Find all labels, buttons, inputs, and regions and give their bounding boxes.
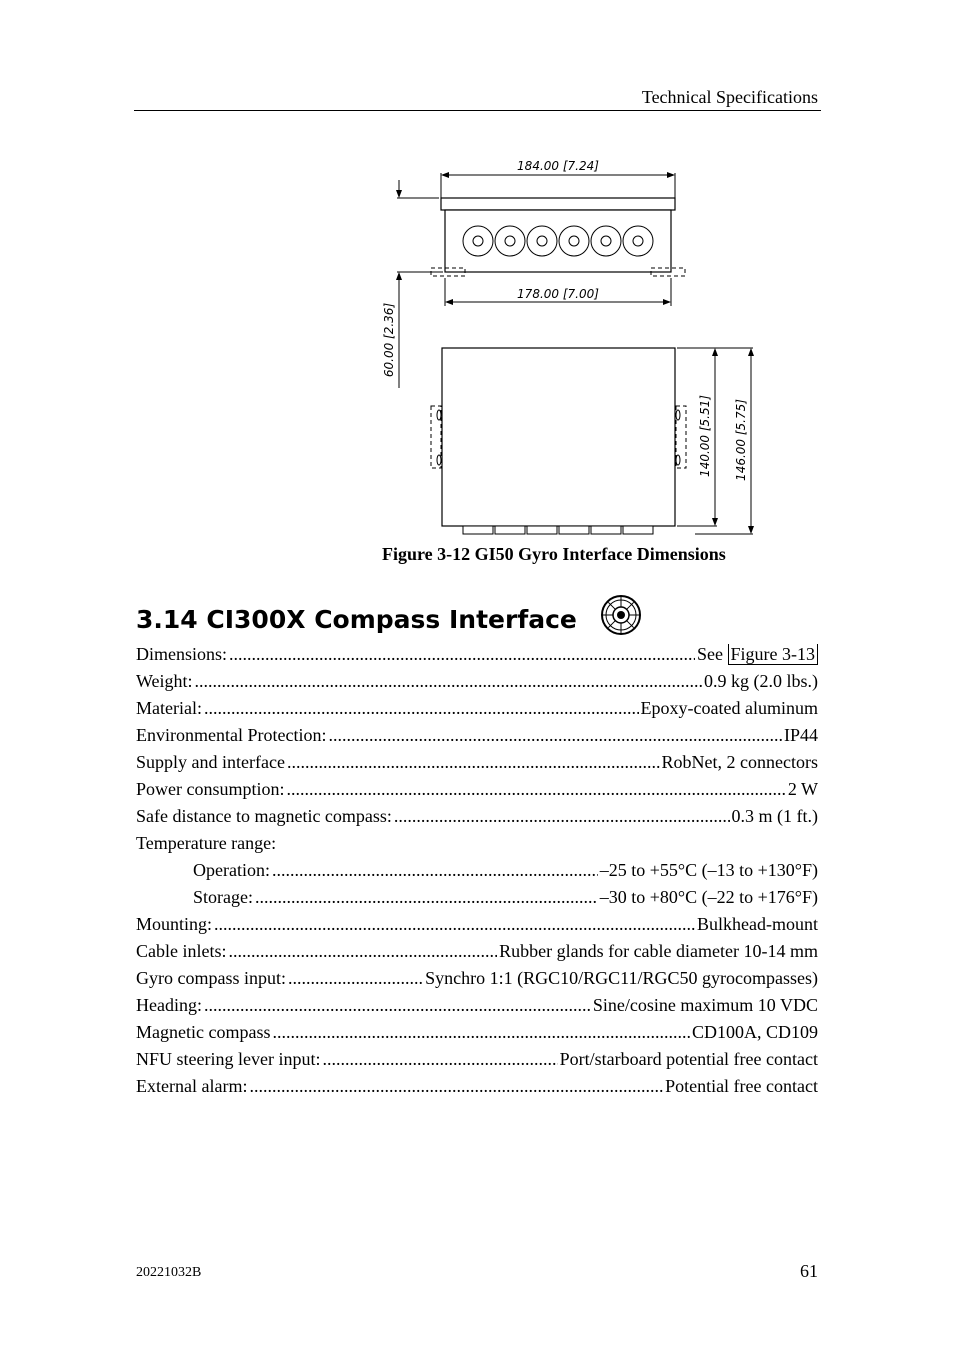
- spec-label: Storage:: [193, 887, 253, 907]
- leader-dots: [287, 752, 660, 773]
- spec-row-environmental-protection: [136, 725, 818, 752]
- spec-label: Gyro compass input:: [136, 968, 286, 988]
- compass-rose-icon: [600, 594, 642, 636]
- spec-row-power-consumption: [136, 779, 818, 806]
- leader-dots: [288, 968, 423, 989]
- spec-label: Material:: [136, 698, 202, 718]
- section-title: 3.14 CI300X Compass Interface: [136, 605, 577, 634]
- leader-dots: [204, 995, 591, 1016]
- leader-dots: [272, 860, 598, 881]
- spec-row-cable-inlets: [136, 941, 818, 968]
- dim-top-width-label: 184.00 [7.24]: [517, 159, 599, 173]
- spec-value: –30 to +80°C (–22 to +176°F): [599, 887, 818, 907]
- spec-value: –25 to +55°C (–13 to +130°F): [599, 860, 818, 880]
- spec-row-gyro-compass-input: [136, 968, 818, 995]
- spec-label: Cable inlets:: [136, 941, 227, 961]
- document-number: 20221032B: [136, 1265, 202, 1280]
- spec-row-safe-distance: [136, 806, 818, 833]
- spec-row-external-alarm: [136, 1076, 818, 1103]
- figure-caption: Figure 3-12 GI50 Gyro Interface Dimensions: [382, 544, 726, 564]
- leader-dots: [249, 1076, 663, 1097]
- spec-row-operation-temp: [136, 860, 818, 887]
- page-number: 61: [800, 1261, 818, 1281]
- spec-label: Magnetic compass: [136, 1022, 271, 1042]
- spec-label: Weight:: [136, 671, 193, 691]
- dim-inner-depth-label: 140.00 [5.51]: [698, 395, 712, 477]
- spec-value: Potential free contact: [665, 1076, 818, 1096]
- spec-label: Dimensions:: [136, 644, 228, 664]
- leader-dots: [229, 644, 695, 665]
- spec-label: Heading:: [136, 995, 202, 1015]
- spec-row-supply-interface: [136, 752, 818, 779]
- leader-dots: [228, 941, 497, 962]
- spec-value: 2 W: [787, 779, 818, 799]
- spec-row-temperature-range: [136, 833, 818, 860]
- leader-dots: [322, 1049, 557, 1070]
- leader-dots: [272, 1022, 690, 1043]
- spec-value: CD100A, CD109: [691, 1022, 818, 1042]
- spec-list: [136, 644, 818, 1103]
- leader-dots: [214, 914, 695, 935]
- spec-value: Sine/cosine maximum 10 VDC: [592, 995, 818, 1015]
- spec-row-material: [136, 698, 818, 725]
- spec-value: 0.9 kg (2.0 lbs.): [704, 671, 818, 691]
- dim-height-label: 60.00 [2.36]: [382, 302, 396, 378]
- spec-value: [697, 644, 818, 665]
- spec-value: Rubber glands for cable diameter 10-14 mm: [499, 941, 818, 961]
- leader-dots: [255, 887, 598, 908]
- spec-value-prefix: See: [697, 644, 728, 664]
- leader-dots: [204, 698, 639, 719]
- leader-dots: [328, 725, 782, 746]
- spec-label: External alarm:: [136, 1076, 248, 1096]
- spec-row-heading: [136, 995, 818, 1022]
- spec-value: RobNet, 2 connectors: [661, 752, 818, 772]
- header-rule: [134, 110, 821, 111]
- spec-value: IP44: [783, 725, 818, 745]
- spec-label: Supply and interface: [136, 752, 285, 772]
- leader-dots: [287, 779, 786, 800]
- spec-label: NFU steering lever input:: [136, 1049, 321, 1069]
- spec-row-nfu-steering-lever: [136, 1049, 818, 1076]
- spec-row-dimensions: [136, 644, 818, 671]
- spec-value: Synchro 1:1 (RGC10/RGC11/RGC50 gyrocompasses): [425, 968, 818, 988]
- dimension-drawing: [375, 150, 765, 540]
- running-header: Technical Specifications: [641, 87, 818, 107]
- spec-value: 0.3 m (1 ft.): [731, 806, 818, 826]
- spec-row-mounting: [136, 914, 818, 941]
- spec-label: Safe distance to magnetic compass:: [136, 806, 392, 826]
- leader-dots: [394, 806, 730, 827]
- figure-reference-link[interactable]: Figure 3-13: [728, 644, 819, 665]
- spec-value: Port/starboard potential free contact: [559, 1049, 818, 1069]
- spec-row-magnetic-compass: [136, 1022, 818, 1049]
- leader-dots: [195, 671, 702, 692]
- spec-label: Operation:: [193, 860, 270, 880]
- spec-label: Temperature range:: [136, 833, 277, 853]
- dim-outer-depth-label: 146.00 [5.75]: [734, 399, 748, 481]
- spec-label: Environmental Protection:: [136, 725, 327, 745]
- spec-label: Mounting:: [136, 914, 213, 934]
- spec-row-storage-temp: [136, 887, 818, 914]
- spec-value: Bulkhead-mount: [697, 914, 818, 934]
- dim-base-width-label: 178.00 [7.00]: [517, 287, 599, 301]
- spec-row-weight: [136, 671, 818, 698]
- spec-value: Epoxy-coated aluminum: [640, 698, 818, 718]
- spec-label: Power consumption:: [136, 779, 285, 799]
